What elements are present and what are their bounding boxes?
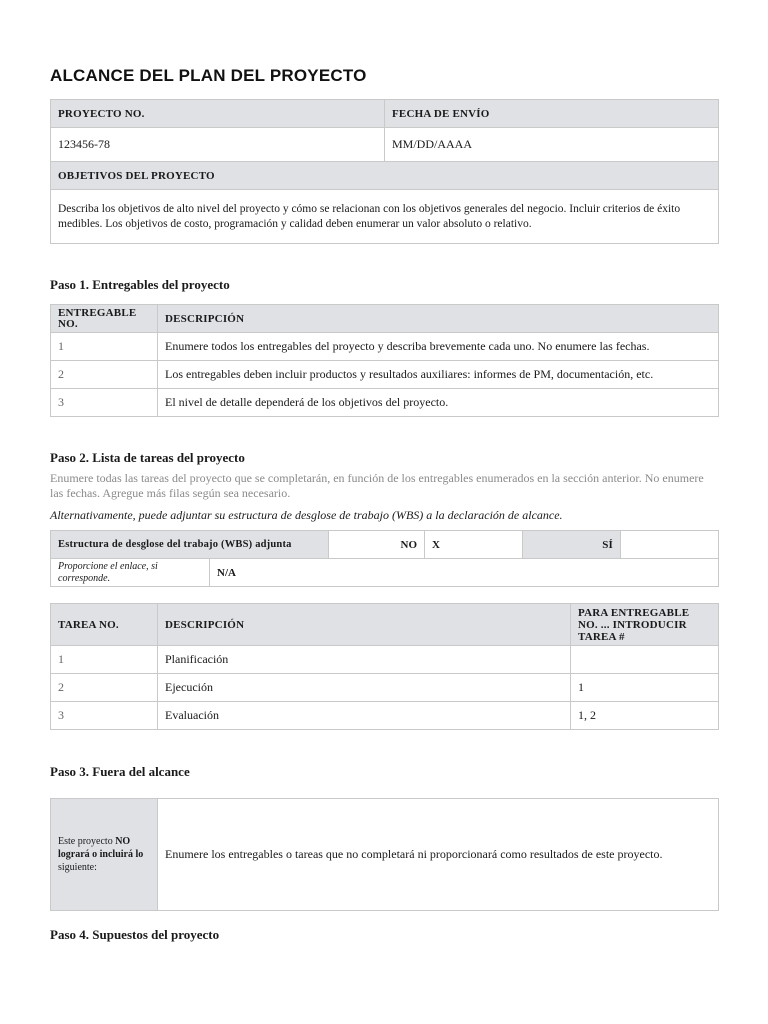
task-deliverable-header: PARA ENTREGABLE NO. ... INTRODUCIR TAREA # — [571, 604, 719, 646]
task-desc[interactable]: Ejecución — [158, 674, 571, 702]
tasks-table — [50, 603, 719, 730]
wbs-attached-label: Estructura de desglose del trabajo (WBS) adjunta — [51, 531, 329, 559]
task-deliverable[interactable]: 1, 2 — [571, 702, 719, 730]
step2-alt-note: Alternativamente, puede adjuntar su estructura de desglose de trabajo (WBS) a la declaración de alcance. — [50, 508, 563, 522]
out-of-scope-table — [50, 798, 719, 911]
deliverable-no: 1 — [51, 333, 158, 361]
table-row — [51, 389, 719, 417]
table-row — [51, 333, 719, 361]
send-date-label: FECHA DE ENVÍO — [385, 100, 719, 128]
wbs-no-checkbox[interactable]: X — [425, 531, 523, 559]
task-desc[interactable]: Planificación — [158, 646, 571, 674]
objectives-label: OBJETIVOS DEL PROYECTO — [51, 162, 719, 190]
deliverable-no: 3 — [51, 389, 158, 417]
deliverable-no: 2 — [51, 361, 158, 389]
wbs-link-label: Proporcione el enlace, si corresponde. — [51, 559, 210, 587]
out-of-scope-label-post: siguiente: — [58, 862, 97, 873]
task-no: 3 — [51, 702, 158, 730]
wbs-table — [50, 530, 719, 587]
task-no: 1 — [51, 646, 158, 674]
deliverable-desc[interactable]: Los entregables deben incluir productos y resultados auxiliares: informes de PM, documentación, etc. — [158, 361, 719, 389]
send-date-value[interactable]: MM/DD/AAAA — [385, 128, 719, 162]
step2-heading: Paso 2. Lista de tareas del proyecto — [50, 450, 245, 465]
task-deliverable[interactable]: 1 — [571, 674, 719, 702]
table-row — [51, 361, 719, 389]
project-no-label: PROYECTO NO. — [51, 100, 385, 128]
task-no-header: TAREA NO. — [51, 604, 158, 646]
task-no: 2 — [51, 674, 158, 702]
step3-heading: Paso 3. Fuera del alcance — [50, 764, 190, 779]
deliverables-table — [50, 304, 719, 417]
out-of-scope-label-pre: Este proyecto — [58, 836, 116, 847]
out-of-scope-text[interactable]: Enumere los entregables o tareas que no completará ni proporcionará como resultados de este proyecto. — [158, 799, 719, 911]
wbs-link-value[interactable]: N/A — [210, 559, 719, 587]
deliverable-no-header: ENTREGABLE NO. — [51, 305, 158, 333]
step2-instructions: Enumere todas las tareas del proyecto que se completarán, en función de los entregables enumerados en la sección anterior. No enumere las fechas. Agregue más filas según sea necesario. — [50, 471, 704, 500]
out-of-scope-label — [51, 799, 158, 911]
out-of-scope-label-bold: NO logrará o incluirá lo — [58, 836, 144, 860]
table-row — [51, 646, 719, 674]
task-deliverable[interactable] — [571, 646, 719, 674]
task-desc[interactable]: Evaluación — [158, 702, 571, 730]
wbs-yes-checkbox[interactable] — [621, 531, 719, 559]
step4-heading: Paso 4. Supuestos del proyecto — [50, 927, 220, 942]
deliverable-desc[interactable]: El nivel de detalle dependerá de los objetivos del proyecto. — [158, 389, 719, 417]
step1-heading: Paso 1. Entregables del proyecto — [50, 277, 230, 292]
wbs-no-label: NO — [329, 531, 425, 559]
deliverable-desc-header: DESCRIPCIÓN — [158, 305, 719, 333]
objectives-text[interactable]: Describa los objetivos de alto nivel del proyecto y cómo se relacionan con los objetivos generales del negocio. Incluir criterios de éxito medibles. Los objetivos de costo, programación y calidad deben enumerar un valor absoluto o relativo. — [51, 190, 719, 244]
project-no-value[interactable]: 123456-78 — [51, 128, 385, 162]
task-desc-header: DESCRIPCIÓN — [158, 604, 571, 646]
table-row — [51, 702, 719, 730]
deliverable-desc[interactable]: Enumere todos los entregables del proyecto y describa brevemente cada uno. No enumere las fechas. — [158, 333, 719, 361]
wbs-yes-label: SÍ — [523, 531, 621, 559]
table-row — [51, 674, 719, 702]
page-title: ALCANCE DEL PLAN DEL PROYECTO — [50, 66, 367, 85]
project-header-table — [50, 99, 719, 244]
